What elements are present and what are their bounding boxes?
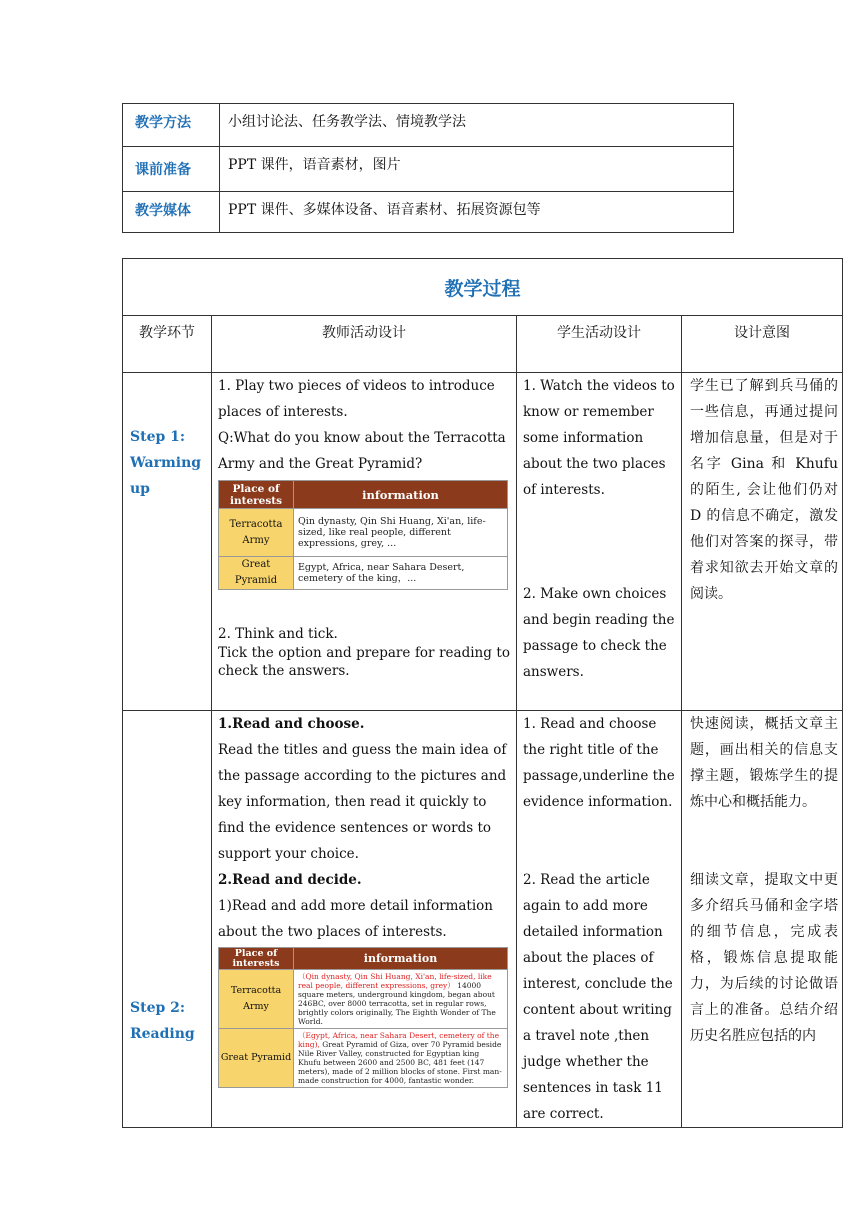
media-label: 教学媒体 xyxy=(123,192,220,233)
prep-label: 课前准备 xyxy=(123,147,220,192)
step2-student-p1: 1. Read and choose the right title of the passage,underline the evidence information. xyxy=(523,716,675,810)
info-place-pyramid: Great Pyramid xyxy=(219,557,294,590)
step1-teacher-p4: Tick the option and prepare for reading to check the answers. xyxy=(218,645,510,679)
header-teacher: 教师活动设计 xyxy=(212,316,517,373)
step2-teacher-p1: Read the titles and guess the main idea of the passage according to the pictures and key information, then read it quickly to find the evidence sentences or words to support your choice. xyxy=(218,742,507,862)
info-row-prep xyxy=(123,147,734,192)
step2-teacher xyxy=(212,711,517,1128)
header-intent: 设计意图 xyxy=(682,316,843,373)
header-stage: 教学环节 xyxy=(123,316,212,373)
info-header-place: Place of interests xyxy=(219,481,294,509)
method-label: 教学方法 xyxy=(123,104,220,147)
header-student: 学生活动设计 xyxy=(517,316,682,373)
info-header-information: information xyxy=(294,481,508,509)
step1-info-table xyxy=(218,480,508,590)
step1-stage: Step 1: Warming up xyxy=(123,373,212,711)
process-title: 教学过程 xyxy=(123,259,843,316)
step1-teacher-p3: 2. Think and tick. xyxy=(218,626,338,642)
info2-place-terracotta: Terracotta Army xyxy=(219,970,294,1029)
step2-row xyxy=(123,711,843,1128)
info-row-media xyxy=(123,192,734,233)
info2-header-place: Place of interests xyxy=(219,948,294,970)
header-row xyxy=(123,316,843,373)
step1-teacher-p1: 1. Play two pieces of videos to introduce places of interests. xyxy=(218,378,495,420)
info-pyramid: Egypt, Africa, near Sahara Desert, cemetery of the king，... xyxy=(294,557,508,590)
step2-teacher-p2: 1)Read and add more detail information about the two places of interests. xyxy=(218,898,493,940)
step2-intent-p2: 细读文章，提取文中更多介绍兵马俑和金字塔的细节信息，完成表格，锻炼信息提取能力，为后续的讨论做语言上的准备。总结介绍历史名胜应包括的内 xyxy=(690,872,838,1044)
teaching-process-table xyxy=(122,258,843,1128)
step1-teacher-p2: Q:What do you know about the Terracotta Army and the Great Pyramid? xyxy=(218,430,506,472)
step1-teacher xyxy=(212,373,517,711)
step1-row xyxy=(123,373,843,711)
step1-intent: 学生已了解到兵马俑的一些信息，再通过提问增加信息量，但是对于名字 Gina 和 Khufu 的陌生, 会让他们仍对 D 的信息不确定，激发他们对答案的探寻，带着求知欲去开始文章的阅读。 xyxy=(682,373,843,711)
step1-student xyxy=(517,373,682,711)
info2-place-pyramid: Great Pyramid xyxy=(219,1029,294,1088)
step1-student-p1: 1. Watch the videos to know or remember some information about the two places of interests. xyxy=(523,378,675,498)
method-value: 小组讨论法、任务教学法、情境教学法 xyxy=(220,104,734,147)
info2-header-information: information xyxy=(294,948,508,970)
step2-stage: Step 2: Reading xyxy=(123,711,212,1128)
info-place-terracotta: Terracotta Army xyxy=(219,509,294,557)
step2-teacher-h2: 2.Read and decide. xyxy=(218,872,362,888)
step2-student-p2: 2. Read the article again to add more detailed information about the places of interest, conclude the content about writing a travel note ,then judge whether the sentences in task 11 are correct. xyxy=(523,872,673,1122)
step2-student xyxy=(517,711,682,1128)
step2-intent-p1: 快速阅读，概括文章主题，画出相关的信息支撑主题，锻炼学生的提炼中心和概括能力。 xyxy=(690,716,838,810)
prep-value: PPT 课件，语音素材，图片 xyxy=(220,147,734,192)
info-terracotta: Qin dynasty, Qin Shi Huang, Xi'an, life-sized, like real people, different expressions, grey, ... xyxy=(294,509,508,557)
step1-student-p2: 2. Make own choices and begin reading the passage to check the answers. xyxy=(523,586,675,680)
info-row-method xyxy=(123,104,734,147)
info2-pyramid: （Egypt, Africa, near Sahara Desert, cemetery of the king), Great Pyramid of Giza, over 70 Pyramid beside Nile River Valley, constructed for Egyptian king Khufu between 2600 and 2500 BC, 481 feet (147 meters), made of 2 million blocks of stone. First man-made construction for 4000, fantastic wonder. xyxy=(294,1029,508,1088)
step2-intent xyxy=(682,711,843,1128)
step2-teacher-h1: 1.Read and choose. xyxy=(218,716,365,732)
info2-terracotta: （Qin dynasty, Qin Shi Huang, Xi'an, life-sized, like real people, different expressions, grey） 14000 square meters, underground kingdom, began about 246BC, over 8000 terracotta, set in regular rows, brightly colors originally, The Eighth Wonder of The World. xyxy=(294,970,508,1029)
step2-info-table xyxy=(218,947,508,1088)
course-info-table xyxy=(122,103,734,233)
media-value: PPT 课件、多媒体设备、语音素材、拓展资源包等 xyxy=(220,192,734,233)
